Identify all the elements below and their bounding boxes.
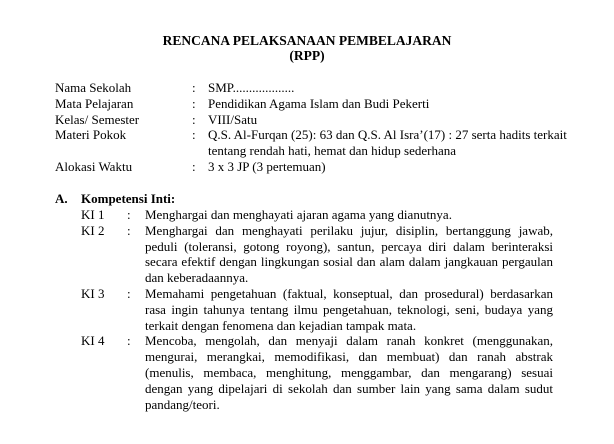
section-letter: A. <box>55 191 68 206</box>
ki-text: Mencoba, mengolah, dan menyaji dalam ranah konkret (menggunakan, mengurai, merangkai, memodifikasi, dan membuat) dan ranah abstrak (menulis, membaca, menghitung, menggambar, dan mengarang) sesuai dengan yang dipelajari di sekolah dan sumber lain yang sama dalam sudut pandang/teori. <box>145 333 553 412</box>
ki-label: KI 2 <box>81 222 105 238</box>
info-value: 3 x 3 JP (3 pertemuan) <box>208 158 326 174</box>
section-title: Kompetensi Inti: <box>81 191 176 206</box>
info-label: Kelas/ Semester <box>55 111 140 127</box>
ki-list <box>81 207 553 412</box>
info-value: VIII/Satu <box>208 111 258 127</box>
info-label: Materi Pokok <box>55 127 127 143</box>
info-colon: : <box>192 80 196 95</box>
info-label: Alokasi Waktu <box>55 158 133 174</box>
ki-text: Memahami pengetahuan (faktual, konseptual, dan prosedural) berdasarkan rasa ingin tahunya tentang ilmu pengetahuan, teknologi, seni, budaya yang terkait dengan fenomena dan kejadian tampak mata. <box>145 285 553 333</box>
info-label: Mata Pelajaran <box>55 95 134 111</box>
info-label: Nama Sekolah <box>55 80 132 95</box>
ki-item <box>81 333 553 412</box>
info-colon: : <box>192 158 196 174</box>
document-subtitle: (RPP) <box>289 48 325 63</box>
ki-label: KI 3 <box>81 285 105 301</box>
info-row-subject <box>55 96 595 112</box>
ki-colon: : <box>127 333 131 349</box>
ki-colon: : <box>127 285 131 301</box>
ki-label: KI 4 <box>81 333 105 349</box>
identity-table <box>55 80 595 175</box>
info-colon: : <box>192 127 196 143</box>
info-colon: : <box>192 111 196 127</box>
info-row-time <box>55 159 595 175</box>
info-row-class <box>55 112 595 128</box>
ki-label: KI 1 <box>81 207 105 222</box>
ki-text: Menghargai dan menghayati ajaran agama yang dianutnya. <box>145 207 452 222</box>
document-title: RENCANA PELAKSANAAN PEMBELAJARAN <box>162 33 452 48</box>
ki-item <box>81 223 553 286</box>
ki-item <box>81 207 553 223</box>
info-row-school <box>55 80 595 96</box>
ki-text: Menghargai dan menghayati perilaku jujur, disiplin, bertanggung jawab, peduli (toleransi, gotong royong), santun, percaya diri dalam berinteraksi secara efektif dengan lingkungan sosial dan alam dalam jangkauan pergaulan dan keberadaannya. <box>145 222 553 286</box>
info-row-material <box>55 127 595 159</box>
info-value: SMP................... <box>208 80 295 95</box>
info-value: Pendidikan Agama Islam dan Budi Pekerti <box>208 95 430 111</box>
ki-colon: : <box>127 222 131 238</box>
info-value: Q.S. Al-Furqan (25): 63 dan Q.S. Al Isra’(17) : 27 serta hadits terkait tentang rendah hati, hemat dan hidup sederhana <box>208 127 567 159</box>
ki-item <box>81 286 553 333</box>
section-heading <box>55 191 175 207</box>
ki-colon: : <box>127 207 131 222</box>
info-colon: : <box>192 95 196 111</box>
